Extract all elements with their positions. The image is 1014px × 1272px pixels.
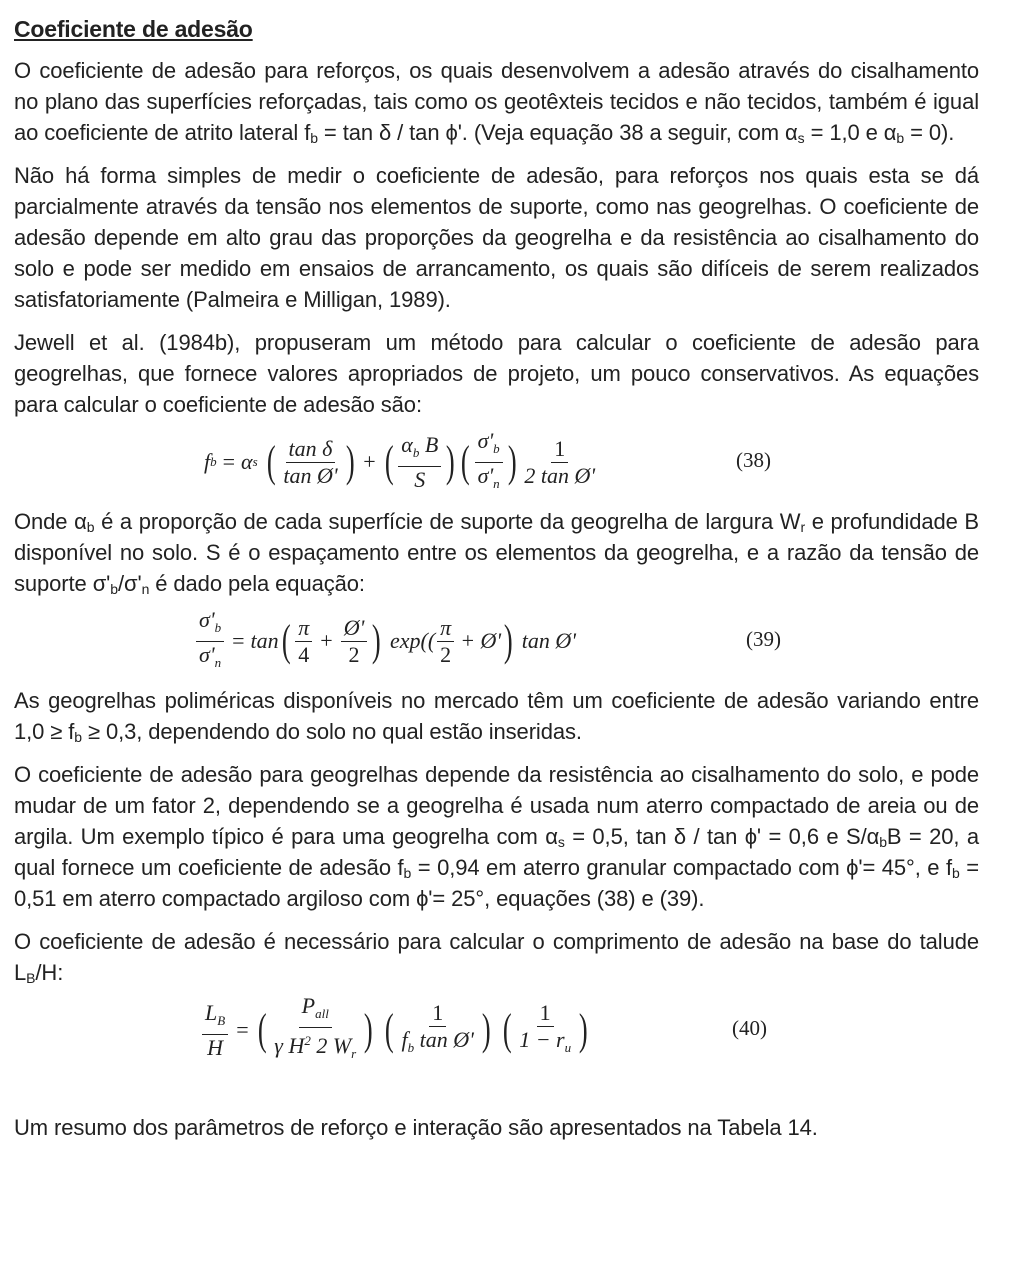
paragraph-3: Jewell et al. (1984b), propuseram um método para calcular o coeficiente de adesão para geogrelhas, que fornece valores apropriados de projeto, um pouco conservativos. As equações para calcular o coeficiente de adesão são:: [14, 330, 979, 417]
paragraph-2: Não há forma simples de medir o coeficiente de adesão, para reforços nos quais esta se dá parcialmente através da tensão nos elementos de suporte, como nas geogrelhas. O coeficiente de adesão depende em alto grau das proporções da geogrelha e da resistência ao cisalhamento do solo e pode ser medido em ensaios de arrancamento, os quais são difíceis de serem realizados satisfatoriamente (Palmeira e Milligan, 1989).: [14, 163, 979, 312]
equation-number-39: (39): [746, 627, 781, 651]
equation-38: f b = α s ( $\frac{\text{tan δ}}{\text{tan Ø'}}$ ) + ( $\frac{\alpha_b B}{S}$ ) ( $\frac{\sigma'_b}{\sigma'_n}$ ) $\frac{1}{\text{2 tan Ø'}}$ (38): [204, 427, 771, 492]
paragraph-5: As geogrelhas poliméricas disponíveis no mercado têm um coeficiente de adesão variando entre $1,0 \ge f_b \ge 0,3$, dependendo do solo no qual estão inseridas.: [14, 688, 979, 745]
paragraph-8: Um resumo dos parâmetros de reforço e interação são apresentados na Tabela 14.: [14, 1115, 818, 1140]
equation-number-38: (38): [736, 448, 771, 472]
equation-number-40: (40): [732, 1016, 767, 1040]
equation-40: $\frac{L_B}{H}$ = ( $\frac{P_{all}}{\gamma H^2 2 W_r}$ ) ( $\frac{1}{f_b \tan Ø'}$ ) ( $\frac{1}{1 - r_u}$ ) (40): [14, 992, 979, 1068]
paragraph-6: O coeficiente de adesão para geogrelhas depende da resistência ao cisalhamento do solo, e pode mudar de um fator 2, dependendo se a geogrelha é usada num aterro compactado de areia ou de argila. Um exemplo típico é para uma geogrelha com $\alpha_s = 0,5$, tan δ / tan ϕ' = 0,6 e $S/\alpha_bB = 20$, a qual fornece um coeficiente de adesão $f_b = 0,94$ em aterro granular compactado com ϕ'= 45°, e $f_b = 0,51$ em aterro compactado argiloso com ϕ'= 25°, equações (38) e (39).: [14, 762, 980, 911]
paragraph-1: O coeficiente de adesão para reforços, os quais desenvolvem a adesão através do cisalhamento no plano das superfícies reforçadas, tais como os geotêxteis tecidos e não tecidos, também é igual ao coeficiente de atrito lateral $f_b = \tan \delta / \tan \phi'$. (Veja equação 38 a seguir, com $\alpha_s = 1,0$ e $\alpha_b = 0$).: [14, 58, 979, 146]
paragraph-7: O coeficiente de adesão é necessário para calcular o comprimento de adesão na base do talude $L_B/H$:: [14, 929, 979, 986]
equation-39: $\frac{\sigma'_b}{\sigma'_n}$ = tan ( $\frac{\pi}{4}$ + $\frac{Ø'}{2}$ ) exp(( $\frac{\pi}{2}$ + Ø' ) tan Ø' (39): [14, 603, 979, 679]
paragraph-4: Onde $\alpha_b$ é a proporção de cada superfície de suporte da geogrelha de largura $W_r$ e profundidade B disponível no solo. S é o espaçamento entre os elementos da geogrelha, e a razão da tensão de suporte $\sigma'_b/\sigma'_n$ é dado pela equação:: [14, 509, 979, 597]
document-page: [14, 12, 979, 1155]
section-title: Coeficiente de adesão: [14, 16, 253, 42]
